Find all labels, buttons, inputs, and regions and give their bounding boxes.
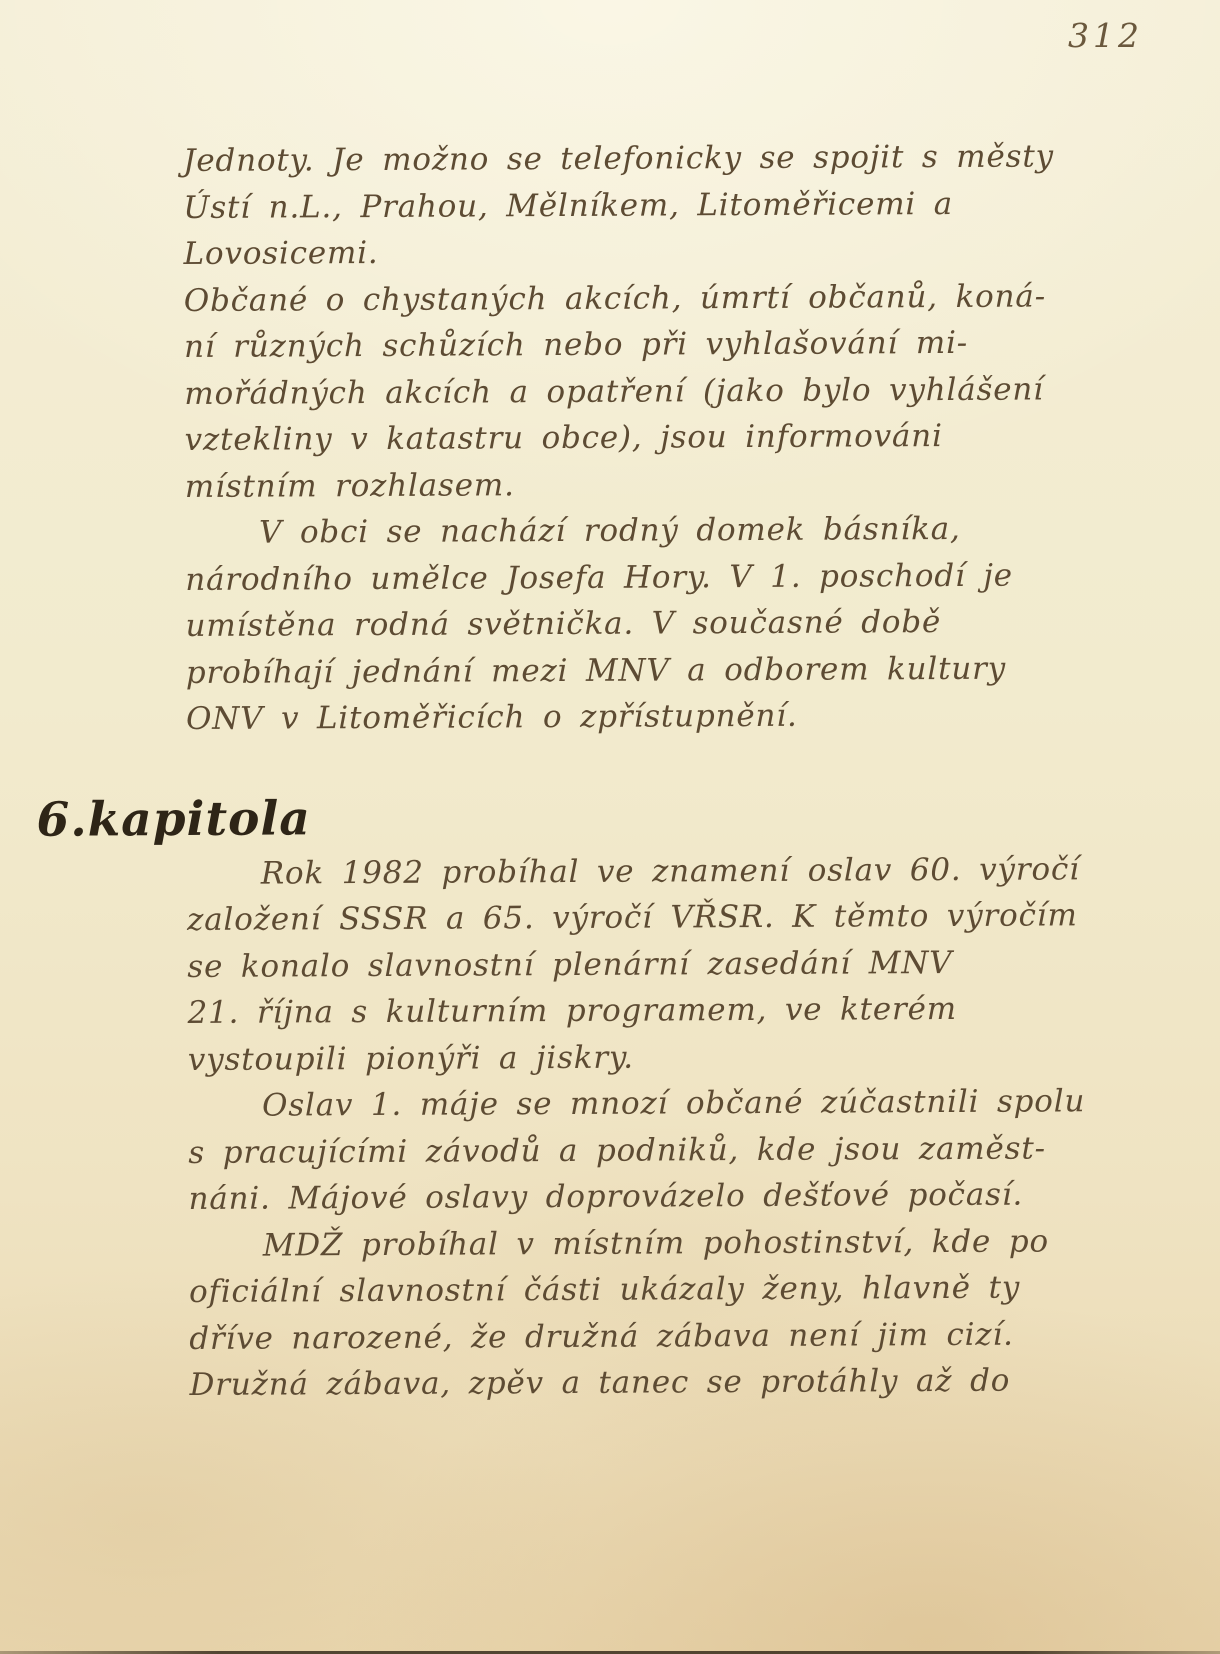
handwritten-line: Družná zábava, zpěv a tanec se protáhly až do xyxy=(189,1362,1011,1403)
handwritten-line: vztekliny v katastru obce), jsou informováni xyxy=(184,418,943,458)
handwritten-line: probíhají jednání mezi MNV a odborem kultury xyxy=(185,650,1007,691)
page-number: 312 xyxy=(1068,16,1143,55)
handwritten-line: dříve narozené, že družná zábava není jim cizí. xyxy=(189,1316,1014,1357)
handwritten-line: ONV v Litoměřicích o zpřístupnění. xyxy=(185,697,798,737)
chapter-heading: 6.kapitola xyxy=(36,790,311,848)
handwritten-line: Rok 1982 probíhal ve znamení oslav 60. výročí xyxy=(260,850,1080,892)
handwritten-line: náni. Májové oslavy doprovázelo dešťové počasí. xyxy=(188,1176,1024,1217)
handwritten-line: místním rozhlasem. xyxy=(184,466,515,505)
handwritten-line: Oslav 1. máje se mnozí občané zúčastnili spolu xyxy=(261,1083,1086,1124)
handwritten-line: národního umělce Josefa Hory. V 1. poschodí je xyxy=(185,557,1013,598)
handwritten-line: oficiální slavnostní části ukázaly ženy, hlavně ty xyxy=(188,1269,1021,1310)
handwritten-line: Občané o chystaných akcích, úmrtí občanů, koná- xyxy=(183,277,1047,319)
handwritten-line: mořádných akcích a opatření (jako bylo vyhlášení xyxy=(184,370,1044,412)
handwritten-line: s pracujícími závodů a podniků, kde jsou zaměst- xyxy=(188,1129,1046,1171)
handwritten-line: Jednoty. Je možno se telefonicky se spojit s městy xyxy=(183,138,1054,179)
handwritten-line: V obci se nachází rodný domek básníka, xyxy=(258,510,961,551)
handwritten-line: 21. října s kulturním programem, ve kterém xyxy=(187,990,958,1031)
handwritten-line: MDŽ probíhal v místním pohostinství, kde po xyxy=(262,1222,1049,1264)
handwritten-text-block xyxy=(36,133,1130,1408)
handwritten-line: Ústí n.L., Prahou, Mělníkem, Litoměřicemi a xyxy=(183,185,954,226)
handwritten-line: Lovosicemi. xyxy=(183,234,379,272)
handwritten-line: se konalo slavnostní plenární zasedání MNV xyxy=(187,944,953,985)
handwritten-line: založení SSSR a 65. výročí VŘSR. K těmto výročím xyxy=(187,897,1078,938)
handwritten-line: vystoupili pionýři a jiskry. xyxy=(187,1039,634,1078)
handwritten-line: ní různých schůzích nebo při vyhlašování mi- xyxy=(184,324,969,365)
handwritten-line: umístěna rodná světnička. V současné době xyxy=(185,604,942,644)
